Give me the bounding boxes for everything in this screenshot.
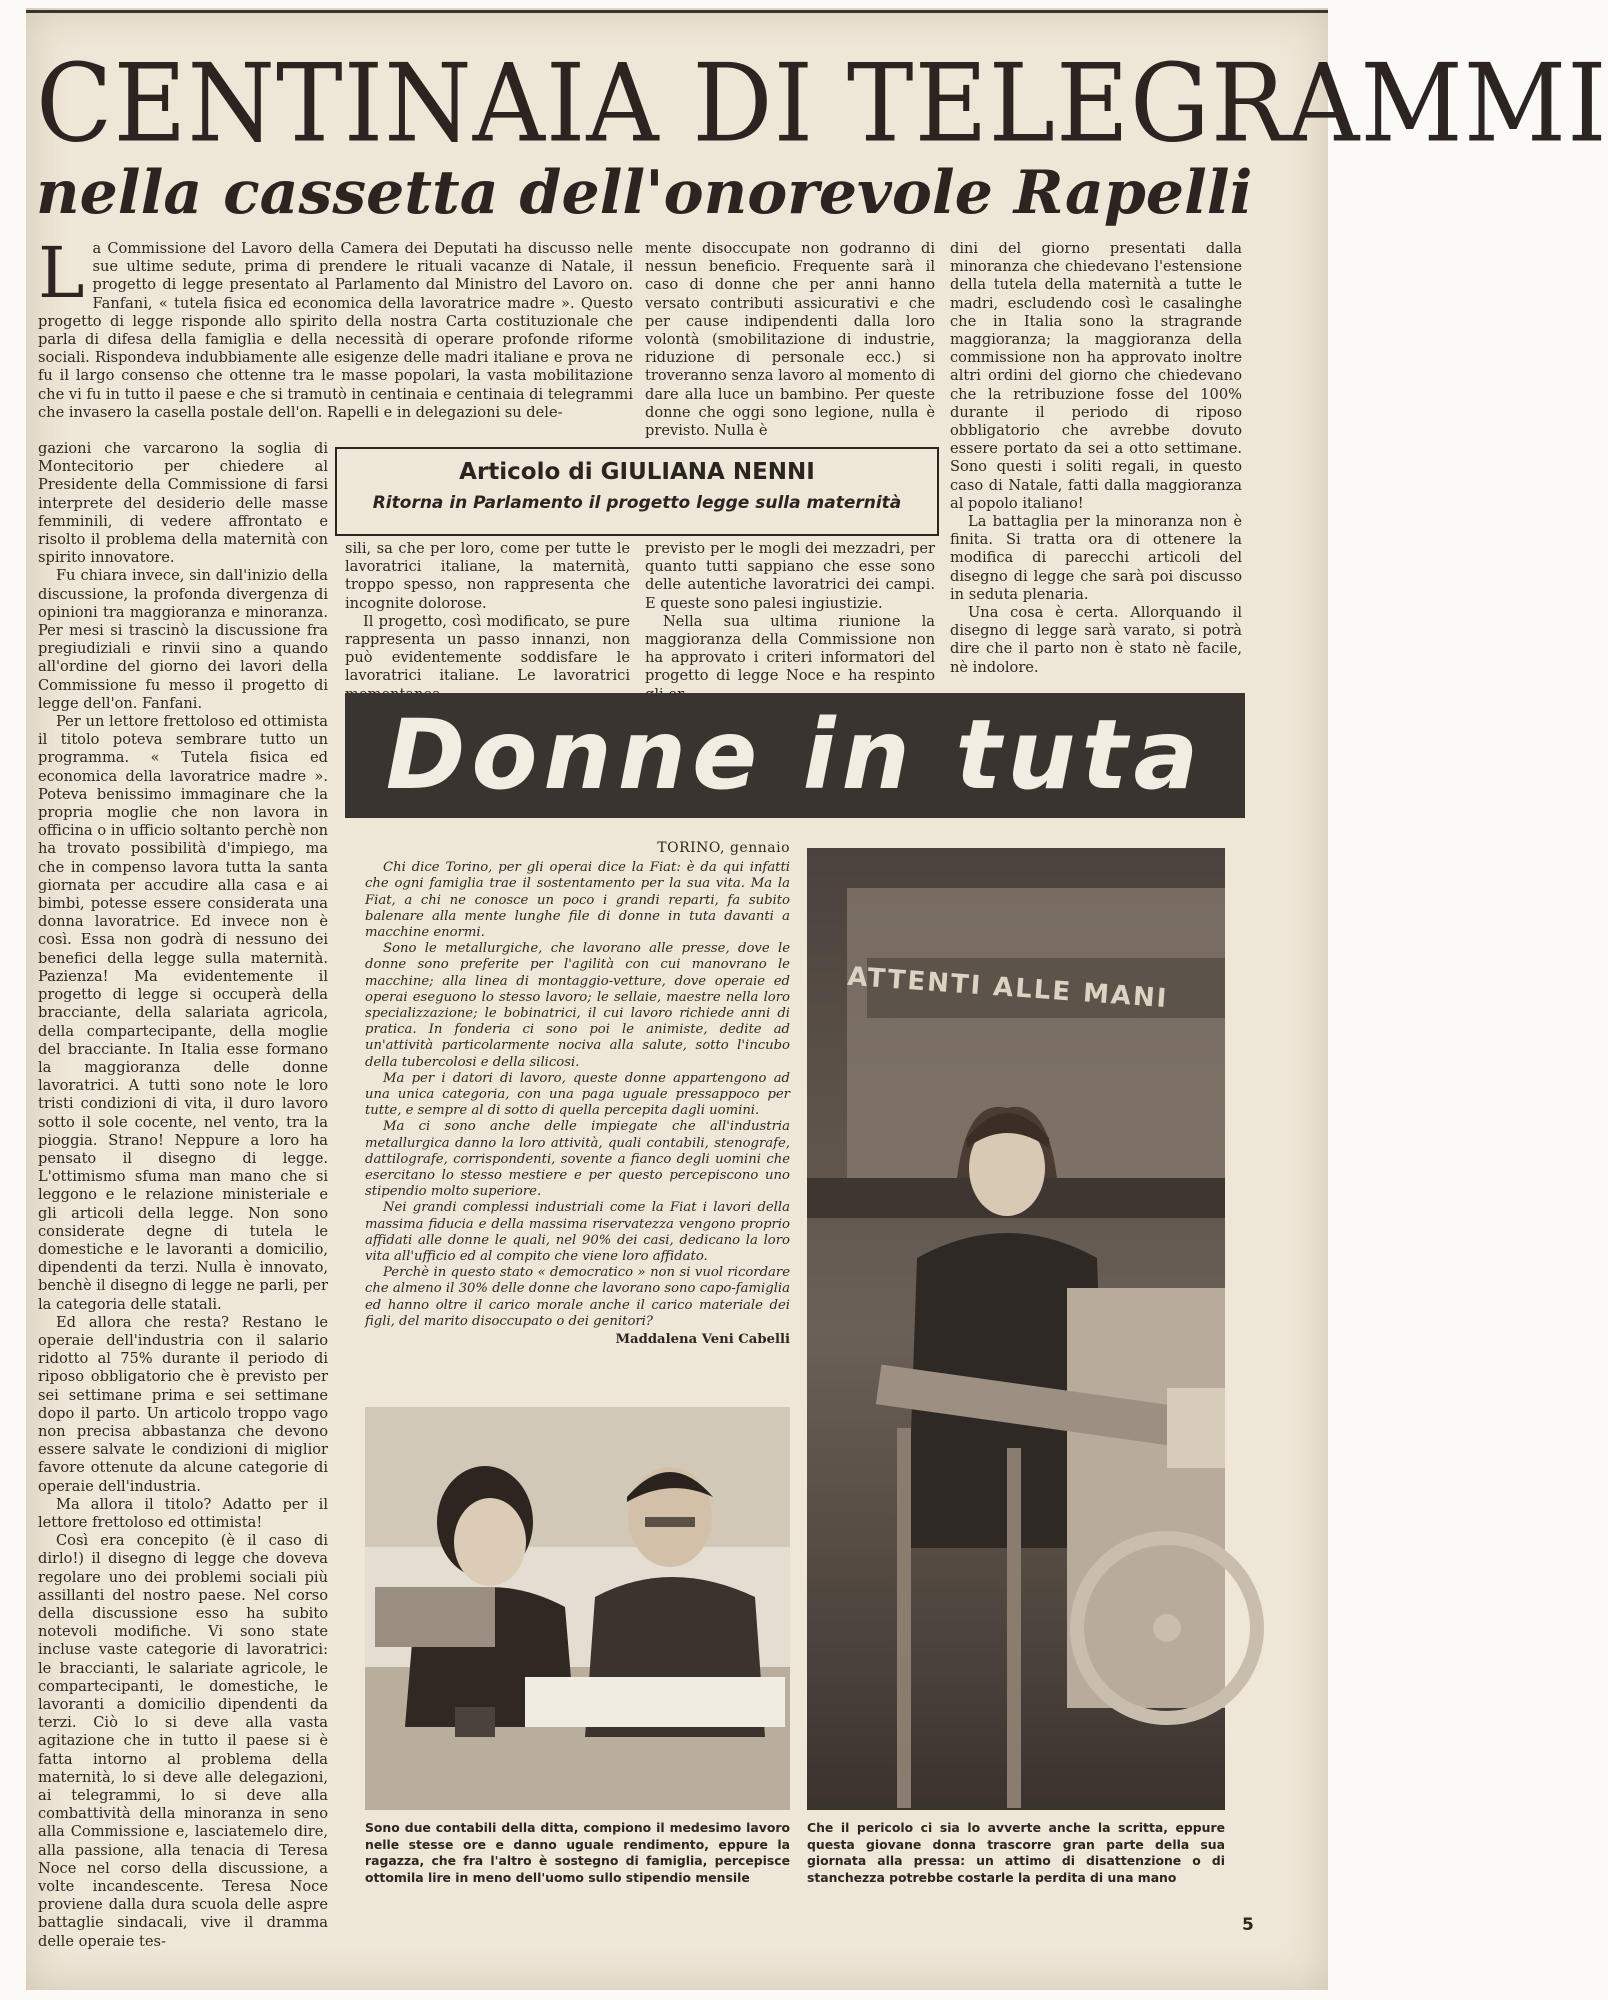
paragraph: Una cosa è certa. Allorquando il disegno di legge sarà varato, si potrà dire che il parto non è stato nè facile, nè indolore. (950, 604, 1242, 676)
byline-box (335, 447, 939, 536)
top-rule (26, 10, 1328, 13)
feature-signature: Maddalena Veni Cabelli (615, 1332, 790, 1348)
feature-title: Donne in tuta (385, 699, 1205, 811)
paragraph: sili, sa che per loro, come per tutte le lavoratrici italiane, la maternità, troppo spesso, non rappresenta che incognite dolorose. (345, 540, 630, 612)
paragraph: Perchè in questo stato « democratico » non si vuol ricordare che almeno il 30% delle donne che lavorano sono capo-famiglia ed hanno oltre il carico morale anche il carico materiale dei figli, del marito disoccupato o dei genitori? (365, 1265, 790, 1329)
paragraph: Ma per i datori di lavoro, queste donne appartengono ad una unica categoria, con una paga uguale pressappoco per tutte, e sempre al di sotto di quella percepita dagli uomini. (365, 1070, 790, 1119)
photo-press-worker (807, 848, 1225, 1810)
paragraph: mente disoccupate non godranno di nessun beneficio. Frequente sarà il caso di donne che per anni hanno versato contributi assicurativi e che per cause indipendenti dalla loro volontà (smobilitazione di industrie, riduzione di personale ecc.) si troveranno senza lavoro al momento di dare alla luce un bambino. Per queste donne che oggi sono legione, nulla è previsto. Nulla è (645, 240, 935, 440)
dateline: TORINO, gennaio (657, 840, 790, 856)
feature-text (365, 840, 790, 1348)
article-column-2 (345, 540, 630, 704)
article-column-1 (38, 440, 328, 1951)
caption-accountants: Sono due contabili della ditta, compiono il medesimo lavoro nelle stesse ore e danno uguale rendimento, eppure la ragazza, che fra l'altro è sostegno di famiglia, percepisce ottomila lire in meno dell'uomo sullo stipendio mensile (365, 1820, 790, 1885)
paragraph: gazioni che varcarono la soglia di Montecitorio per chiedere al Presidente della Commissione di farsi interprete del desiderio delle masse femminili, di vedere affrontato e risolto il problema della maternità con spirito innovatore. (38, 440, 328, 567)
page-number: 5 (1242, 1915, 1254, 1935)
paragraph: Sono le metallurgiche, che lavorano alle presse, dove le donne sono preferite per l'agilità con cui manovrano le macchine; alla linea di montaggio-vetture, dove operaie ed operai eseguono lo stesso lavoro; le sellaie, maestre nella loro specializzazione; le bobinatrici, il cui lavoro richiede anni di pratica. In fonderia ci sono poi le animiste, dedite ad un'attività particolarmente nociva alla salute, sotto l'incubo della tubercolosi e della silicosi. (365, 941, 790, 1070)
photo-accountants-image (365, 1407, 790, 1810)
paragraph: previsto per le mogli dei mezzadri, per quanto tutti sappiano che esse sono delle autentiche lavoratrici dei campi. E queste sono palesi ingiustizie. (645, 540, 935, 612)
byline-author: Articolo di GIULIANA NENNI (459, 459, 815, 485)
byline-subtitle: Ritorna in Parlamento il progetto legge sulla maternità (372, 493, 902, 513)
article-intro-text: a Commissione del Lavoro della Camera dei Deputati ha discusso nelle sue ultime sedute, prima di prendere le rituali vacanze di Natale, il progetto di legge presentato al Parlamento dal Ministro del Lavoro on. Fanfani, « tutela fisica ed economica della lavoratrice madre ». Questo progetto di legge risponde allo spirito della nostra Carta costituzionale che parla di difesa della famiglia e della necessità di operare profonde riforme sociali. Rispondeva indubbiamente alle esigenze delle madri italiane e prova ne fu il largo consenso che ottenne tra le masse popolari, la vasta mobilitazione che vi fu in tutto il paese e che si tramutò in centinaia e centinaia di telegrammi che invasero la casella postale dell'on. Rapelli e in delegazioni su dele- (38, 240, 633, 421)
caption-press-worker: Che il pericolo ci sia lo avverte anche la scritta, eppure questa giovane donna trascorre gran parte della sua giornata alla pressa: un attimo di disattenzione o di stanchezza potrebbe costarle la perdita di una mano (807, 1820, 1225, 1885)
photo-accountants (365, 1407, 790, 1810)
paragraph: Per un lettore frettoloso ed ottimista il titolo poteva sembrare tutto un programma. « Tutela fisica ed economica della lavoratrice madre ». Poteva benissimo immaginare che la propria moglie che non lavora in officina o in ufficio soltanto perchè non ha trovato possibilità d'impiego, ma che in compenso lavora tutta la santa giornata per accudire alla casa e ai bimbi, potesse essere considerata una donna lavoratrice. Ed invece non è così. Essa non godrà di nessuno dei benefici della legge sulla maternità. Pazienza! Ma evidentemente il progetto di legge si occuperà della bracciante, della salariata agricola, della compartecipante, della moglie del bracciante. In Italia esse formano la maggioranza delle donne lavoratrici. A tutti sono note le loro tristi condizioni di vita, il duro lavoro sotto il sole cocente, nel vento, tra la pioggia. Strano! Neppure a loro ha pensato il disegno di legge. L'ottimismo sfuma man mano che si leggono e le relazione ministeriale e gli articoli della legge. Non sono considerate degne di tutela le domestiche e le lavoranti a domicilio, dipendenti da terzi. Nulla è innovato, benchè il disegno di legge ne parli, per la categoria delle statali. (38, 713, 328, 1313)
paragraph: Il progetto, così modificato, se pure rappresenta un passo innanzi, non può evidentemente soddisfare le lavoratrici italiane. Le lavoratrici (345, 612, 630, 685)
paragraph: Ma ci sono anche delle impiegate che all'industria metallurgica danno la loro attività, quali contabili, stenografe, dattilografe, corrispondenti, sovente a fianco degli uomini che esercitano lo stesso mestiere e per questo percepiscono uno stipendio molto superiore. (365, 1119, 790, 1200)
paragraph: Nella sua ultima riunione la maggioranza della Commissione non ha approvato i criteri informatori del progetto di legge Noce e ha respinto (645, 612, 935, 685)
feature-banner (345, 693, 1245, 818)
paragraph: Nei grandi complessi industriali come la Fiat i lavori della massima fiducia e della massima riservatezza vengono proprio affidati alle donne le quali, nel 90% dei casi, dedicano la loro vita all'ufficio ed al compito che viene loro affidato. (365, 1200, 790, 1265)
paragraph: Ma allora il titolo? Adatto per il lettore frettoloso ed ottimista! (38, 1495, 328, 1531)
article-column-3-top (645, 240, 935, 440)
paragraph: La battaglia per la minoranza non è finita. Si tratta ora di ottenere la modifica di parecchi articoli del disegno di legge che sarà poi discusso in seduta plenaria. (950, 513, 1242, 603)
subheadline: nella cassetta dell'onorevole Rapelli (36, 158, 1253, 228)
headline: CENTINAIA DI TELEGRAMMI (36, 40, 1608, 167)
paragraph: Così era concepito (è il caso di dirlo!) il disegno di legge che doveva regolare uno dei problemi sociali più assillanti del nostro paese. Nel corso della discussione esso ha subito notevoli modifiche. Vi sono state incluse vaste categorie di lavoratrici: le braccianti, le salariate agricole, le compartecipanti, le domestiche, le lavoranti a domicilio dipendenti da terzi. Ciò lo si deve alla vasta agitazione che in tutto il paese si è fatta intorno al problema della maternità, lo si deve alle delegazioni, ai telegrammi, lo si deve alla combattività della minoranza in seno alla Commissione e, lasciatemelo dire, alla passione, alla tenacia di Teresa Noce nel corso della discussione, a volte incandescente. Teresa Noce proviene dalla dura scuola delle aspre battaglie sindacali, vive il dramma delle operaie tes- (38, 1532, 328, 1950)
article-intro (38, 232, 633, 422)
article-column-3-bottom (645, 540, 935, 704)
paragraph: Ed allora che resta? Restano le operaie dell'industria con il salario ridotto al 75% durante il periodo di riposo obbligatorio che è previsto per sei settimane prima e sei settimane dopo il parto. Un articolo troppo vago non precisa abbastanza che devono essere salvate le condizioni di miglior favore ottenute da alcune categorie di operaie dell'industria. (38, 1313, 328, 1495)
paragraph: dini del giorno presentati dalla minoranza che chiedevano l'estensione della tutela della maternità a tutte le madri, escludendo così le casalinghe che in Italia sono la stragrande maggioranza; la maggioranza della commissione non ha approvato inoltre altri ordini del giorno che chiedevano che la retribuzione fosse del 100% durante il periodo di riposo obbligatorio che avrebbe dovuto essere portato da sei a otto settimane. Sono questi i soliti regali, in questo caso di Natale, fatti dalla maggioranza al popolo italiano! (950, 240, 1242, 512)
press-warning-sign: ATTENTI ALLE MANI (846, 961, 1170, 1015)
paragraph: Chi dice Torino, per gli operai dice la Fiat: è da qui infatti che ogni famiglia trae il sostentamento per la sua vita. Ma la Fiat, a chi ne conosce un poco i grandi reparti, fa subito balenare alla mente lunghe file di donne in tuta davanti a macchine enormi. (365, 860, 790, 941)
dropcap: L (38, 232, 85, 314)
article-column-4 (950, 240, 1242, 677)
paragraph: Fu chiara invece, sin dall'inizio della discussione, la profonda divergenza di opinioni tra maggioranza e minoranza. Per mesi si trascinò la discussione fra pregiudiziali e rinvii sino a quando all'ordine del giorno dei lavori della Commissione fu messo il progetto di legge dell'on. Fanfani. (38, 567, 328, 712)
